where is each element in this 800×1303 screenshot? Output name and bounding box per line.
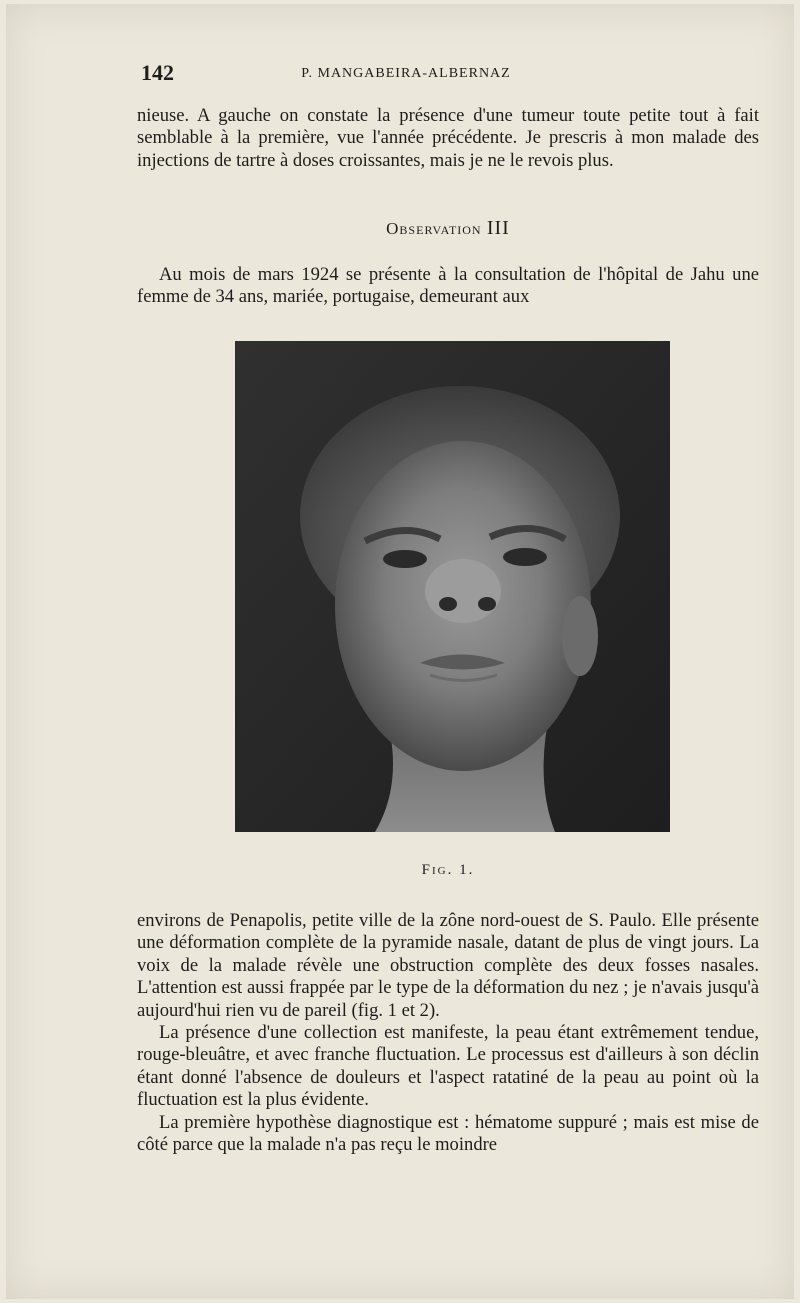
section-heading-word: Observation — [386, 219, 482, 238]
book-page — [6, 4, 794, 1299]
paragraph-3: environs de Penapolis, petite ville de la zône nord-ouest de S. Paulo. Elle présente une déformation complète de la pyramide nasale, datant de plus de vingt jours. La voix de la malade révèle une obstruction complète des deux fosses nasales. L'attention est aussi frappée par le type de la déformation du nez ; je n'avais jusqu'à aujourd'hui rien vu de pareil (fig. 1 et 2). — [137, 910, 759, 1021]
paragraph-2 — [137, 264, 759, 309]
figure-caption — [137, 862, 759, 879]
paragraph-5: La première hypothèse diagnostique est : hématome suppuré ; mais est mise de côté parce que la malade n'a pas reçu le moindre — [137, 1111, 759, 1156]
section-heading-number: III — [486, 217, 510, 239]
page-number: 142 — [141, 60, 174, 85]
running-head-author: P. MANGABEIRA-ALBERNAZ — [301, 66, 511, 81]
section-heading — [137, 217, 759, 240]
paragraph-4: La présence d'une collection est manifeste, la peau étant extrêmement tendue, rouge-bleuâtre, et avec franche fluctuation. Le processus est d'ailleurs à son déclin étant donné l'absence de douleurs et l'aspect ratatiné de la peau au point où la fluctuation est la plus évidente. — [137, 1022, 759, 1111]
running-head — [136, 60, 676, 90]
paragraph-1: nieuse. A gauche on constate la présence d'une tumeur toute petite tout à fait semblable à la première, vue l'année précédente. Je prescris à mon malade des injections de tartre à doses croissantes, mais je ne le revois plus. — [137, 105, 759, 171]
figure-caption-label: Fig. — [421, 862, 454, 878]
body-text — [137, 910, 759, 1156]
paragraph-2-text: Au mois de mars 1924 se présente à la consultation de l'hôpital de Jahu une femme de 34 ans, mariée, portugaise, demeurant aux — [137, 264, 759, 308]
portrait-image — [235, 341, 670, 832]
figure-caption-number: 1. — [459, 862, 475, 878]
patient-photograph — [235, 341, 670, 832]
